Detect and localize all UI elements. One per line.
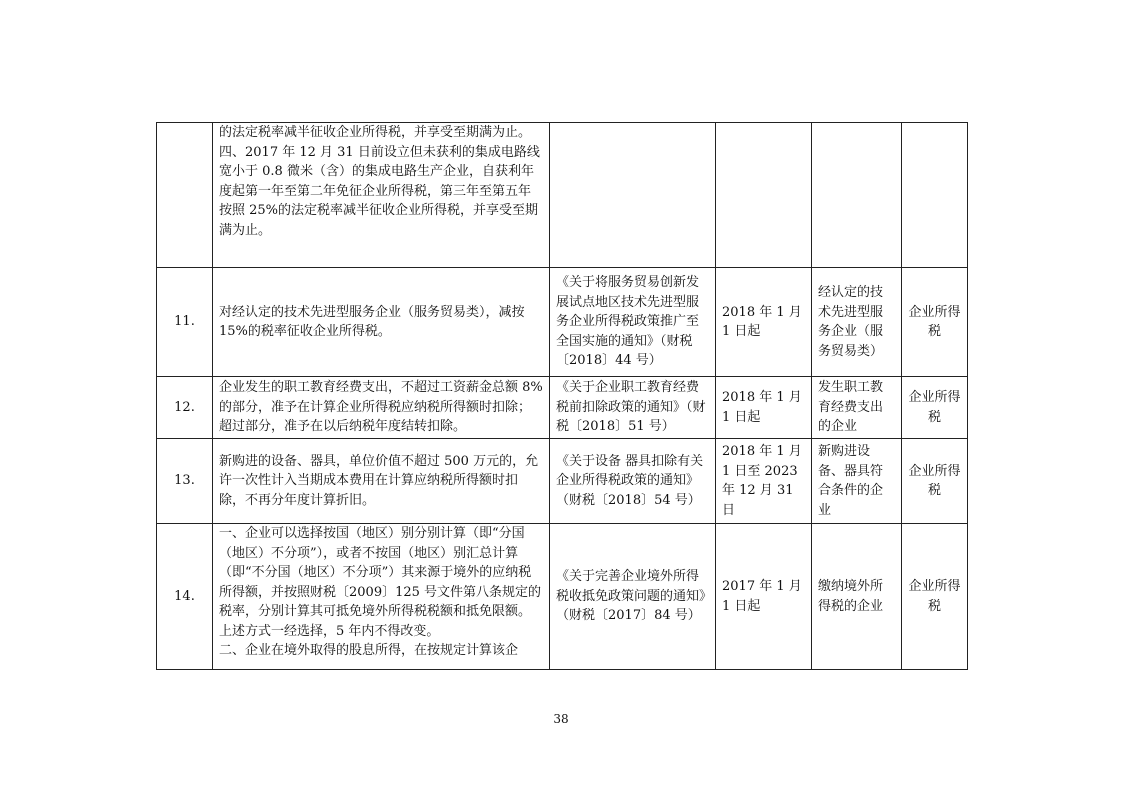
policy-paragraph: 对经认定的技术先进型服务企业（服务贸易类），减按 15%的税率征收企业所得税。: [219, 304, 525, 339]
tax-type: 企业所得税: [902, 524, 968, 670]
policy-document: [550, 123, 716, 268]
policy-paragraph: 一、企业可以选择按国（地区）别分别计算（即“分国（地区）不分项”），或者不按国（地区）别汇总计算（即“不分国（地区）不分项”）其来源于境外的应纳税所得额，并按照财税〔2009〕125 号文件第八条规定的税率，分别计算其可抵免境外所得税税额和抵免限额。上述方式一经选择，5 年内不得改变。: [219, 526, 542, 639]
policy-paragraph: 企业发生的职工教育经费支出，不超过工资薪金总额 8%的部分，准予在计算企业所得税应纳税所得额时扣除；超过部分，准予在以后纳税年度结转扣除。: [219, 380, 543, 435]
effective-date: 2018 年 1 月 1 日起: [716, 377, 812, 439]
tax-type: [902, 123, 968, 268]
row-number: 11.: [157, 268, 213, 377]
table-row: [157, 123, 968, 268]
applicable-target: [812, 123, 902, 268]
applicable-target: 缴纳境外所得税的企业: [812, 524, 902, 670]
applicable-target: 新购进设备、器具符合条件的企业: [812, 439, 902, 524]
applicable-target: 经认定的技术先进型服务企业（服务贸易类）: [812, 268, 902, 377]
policy-document: 《关于企业职工教育经费税前扣除政策的通知》（财税〔2018〕51 号）: [550, 377, 716, 439]
table-row: [157, 268, 968, 377]
page-number: 38: [553, 712, 569, 726]
tax-policy-table: [156, 122, 968, 670]
effective-date: 2018 年 1 月 1 日起: [716, 268, 812, 377]
tax-type: 企业所得税: [902, 439, 968, 524]
policy-content: [213, 123, 550, 268]
policy-paragraph: 二、企业在境外取得的股息所得，在按规定计算该企: [219, 643, 519, 658]
policy-paragraph: 新购进的设备、器具，单位价值不超过 500 万元的，允许一次性计入当期成本费用在计算应纳税所得额时扣除，不再分年度计算折旧。: [219, 453, 539, 508]
policy-document: 《关于完善企业境外所得税收抵免政策问题的通知》（财税〔2017〕84 号）: [550, 524, 716, 670]
policy-paragraph: 四、2017 年 12 月 31 日前设立但未获利的集成电路线宽小于 0.8 微米（含）的集成电路生产企业，自获利年度起第一年至第二年免征企业所得税，第三年至第五年按照 25%的法定税率减半征收企业所得税，并享受至期满为止。: [219, 144, 540, 238]
effective-date: 2017 年 1 月 1 日起: [716, 524, 812, 670]
tax-type: 企业所得税: [902, 268, 968, 377]
policy-content: [213, 524, 550, 670]
row-number: [157, 123, 213, 268]
applicable-target: 发生职工教育经费支出的企业: [812, 377, 902, 439]
effective-date: 2018 年 1 月 1 日至 2023 年 12 月 31 日: [716, 439, 812, 524]
policy-content: [213, 439, 550, 524]
row-number: 12.: [157, 377, 213, 439]
row-number: 13.: [157, 439, 213, 524]
table-row: [157, 439, 968, 524]
effective-date: [716, 123, 812, 268]
row-number: 14.: [157, 524, 213, 670]
policy-content: [213, 377, 550, 439]
policy-document: 《关于设备 器具扣除有关企业所得税政策的通知》（财税〔2018〕54 号）: [550, 439, 716, 524]
policy-paragraph: 的法定税率减半征收企业所得税，并享受至期满为止。: [219, 125, 532, 140]
policy-content: [213, 268, 550, 377]
policy-document: 《关于将服务贸易创新发展试点地区技术先进型服务企业所得税政策推广至全国实施的通知》（财税〔2018〕44 号）: [550, 268, 716, 377]
table-row: [157, 524, 968, 670]
table-row: [157, 377, 968, 439]
tax-type: 企业所得税: [902, 377, 968, 439]
